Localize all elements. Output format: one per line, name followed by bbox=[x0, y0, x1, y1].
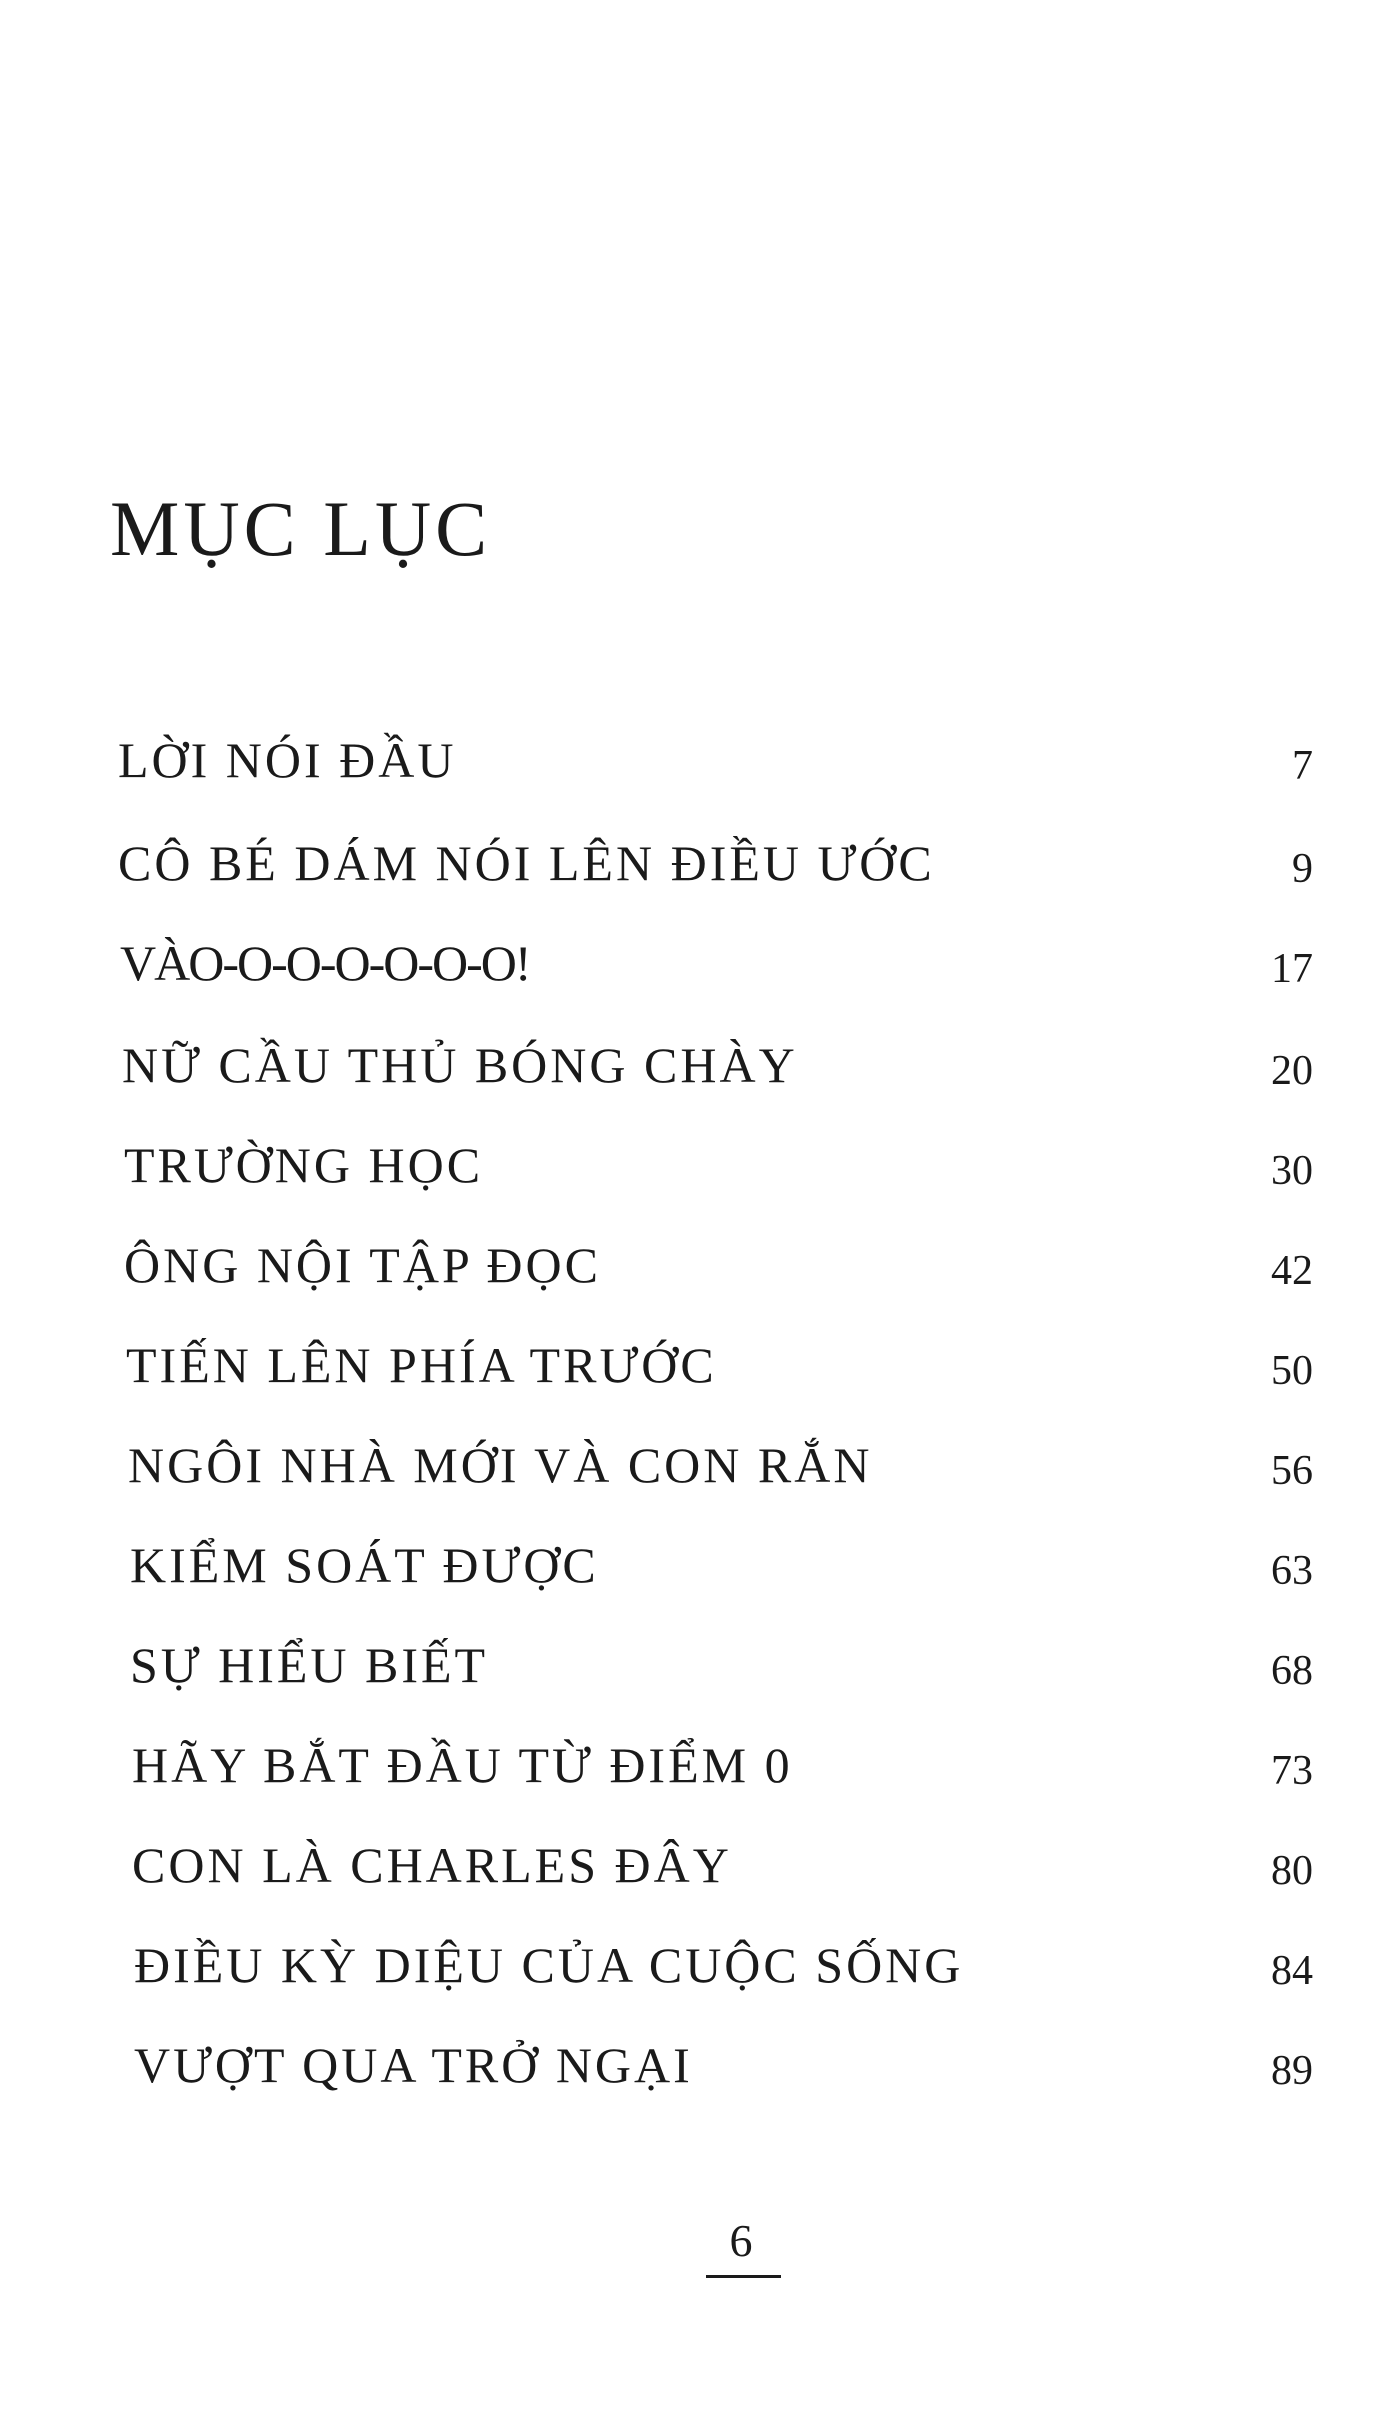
toc-entry-title: HÃY BẮT ĐẦU TỪ ĐIỂM 0 bbox=[132, 1737, 793, 1793]
toc-entry bbox=[132, 1837, 1313, 1920]
toc-entry-title: TIẾN LÊN PHÍA TRƯỚC bbox=[126, 1337, 717, 1393]
toc-entry-page: 9 bbox=[1292, 846, 1313, 892]
toc-entry-title: ÔNG NỘI TẬP ĐỌC bbox=[124, 1237, 601, 1293]
toc-entry-title: ĐIỀU KỲ DIỆU CỦA CUỘC SỐNG bbox=[134, 1937, 964, 1993]
toc-entry-page: 20 bbox=[1271, 1048, 1313, 1094]
toc-entry bbox=[124, 1137, 1313, 1220]
toc-entry bbox=[126, 1337, 1313, 1420]
toc-entry bbox=[128, 1437, 1313, 1520]
toc-entry-title: NỮ CẦU THỦ BÓNG CHÀY bbox=[122, 1037, 798, 1093]
toc-entry-title: CON LÀ CHARLES ĐÂY bbox=[132, 1837, 732, 1893]
page-number: 6 bbox=[729, 2215, 753, 2266]
toc-entry bbox=[130, 1637, 1313, 1720]
toc-entry-title: VƯỢT QUA TRỞ NGẠI bbox=[134, 2037, 693, 2093]
toc-entry-page: 68 bbox=[1271, 1648, 1313, 1694]
toc-entry-page: 7 bbox=[1292, 743, 1313, 789]
page-number-underline bbox=[706, 2275, 781, 2278]
toc-entry bbox=[132, 1737, 1313, 1820]
toc-entry-page: 50 bbox=[1271, 1348, 1313, 1394]
toc-entry-page: 89 bbox=[1271, 2048, 1313, 2094]
toc-entry bbox=[118, 835, 1313, 918]
toc-entry-title: CÔ BÉ DÁM NÓI LÊN ĐIỀU ƯỚC bbox=[118, 835, 935, 891]
toc-entry-page: 17 bbox=[1271, 946, 1313, 992]
toc-entry-title: NGÔI NHÀ MỚI VÀ CON RẮN bbox=[128, 1437, 873, 1493]
toc-entry bbox=[120, 935, 1313, 1018]
toc-entry bbox=[134, 2037, 1313, 2120]
toc-entry-page: 56 bbox=[1271, 1448, 1313, 1494]
toc-entry bbox=[122, 1037, 1313, 1120]
toc-entry-title: KIỂM SOÁT ĐƯỢC bbox=[130, 1537, 599, 1593]
toc-entry-page: 84 bbox=[1271, 1948, 1313, 1994]
toc-entry-page: 30 bbox=[1271, 1148, 1313, 1194]
page-title: MỤC LỤC bbox=[110, 485, 492, 572]
toc-entry-page: 73 bbox=[1271, 1748, 1313, 1794]
toc-entry bbox=[124, 1237, 1313, 1320]
toc-entry-page: 80 bbox=[1271, 1848, 1313, 1894]
toc-entry bbox=[118, 732, 1313, 815]
toc-entry-title: SỰ HIỂU BIẾT bbox=[130, 1637, 489, 1693]
toc-entry-title: LỜI NÓI ĐẦU bbox=[118, 732, 457, 788]
toc-entry bbox=[130, 1537, 1313, 1620]
toc-entry-title: TRƯỜNG HỌC bbox=[124, 1137, 484, 1193]
toc-entry bbox=[134, 1937, 1313, 2020]
toc-entry-page: 42 bbox=[1271, 1248, 1313, 1294]
toc-entry-title: VÀO-O-O-O-O-O-O! bbox=[120, 935, 530, 991]
toc-entry-page: 63 bbox=[1271, 1548, 1313, 1594]
